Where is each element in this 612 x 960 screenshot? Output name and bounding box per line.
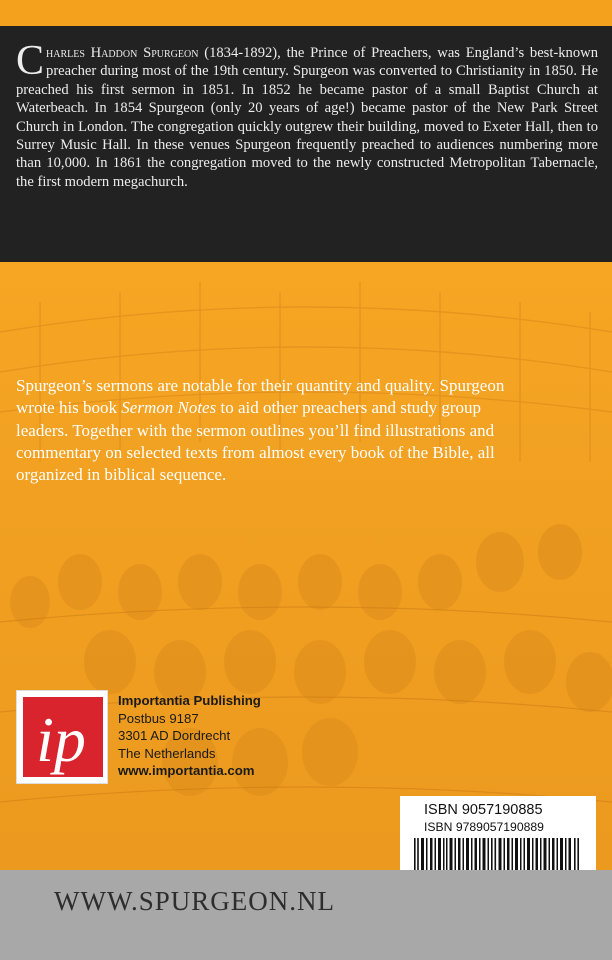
top-orange-strip [0, 0, 612, 26]
publisher-address-2: 3301 AD Dordrecht [118, 728, 231, 744]
author-name: harles Haddon Spurgeon [46, 45, 199, 61]
intro-paragraph [16, 38, 598, 191]
footer-website[interactable]: WWW.SPURGEON.NL [54, 886, 335, 916]
ip-logo-mark [23, 697, 103, 777]
intro-text: (1834-1892), the Prince of Preachers, was England’s best-known preacher during most of the 19th century. Spurgeon was converted to Christianity in 1850. He preached his first sermon in 1851. In 1852 he became pastor of a small Baptist Church at Waterbeach. In 1854 Spurgeon (only 20 years of age!) became pastor of the New Park Street Church in London. The congregation quickly outgrew their building, moved to Exeter Hall, then to Surrey Music Hall. In these venues Spurgeon frequently preached to audiences numbering more than 10,000. In 1861 the congregation moved to the newly constructed Metropolitan Tabernacle, the first modern megachurch. [16, 45, 598, 190]
book-title: Sermon Notes [121, 398, 217, 418]
description-text-1: Spurgeon’s sermons are notable for their quantity and quality. Spurgeon wrote his book [16, 376, 505, 418]
isbn-10: ISBN 9057190885 [424, 802, 543, 818]
description-text-2: to aid other preachers and study group leaders. Together with the sermon outlines you’ll find illustrations and commentary on selected texts from almost every book of the Bible, all organized in biblical sequence. [16, 398, 495, 485]
publisher-name: Importantia Publishing [118, 693, 261, 708]
logo-red-square [23, 697, 103, 777]
publisher-logo [16, 690, 108, 784]
publisher-info [118, 692, 261, 780]
publisher-address-1: Postbus 9187 [118, 710, 199, 726]
logo-lettering: ip [36, 704, 86, 775]
isbn-13: ISBN 9789057190889 [424, 820, 544, 834]
description-paragraph [16, 375, 536, 486]
publisher-country: The Netherlands [118, 745, 216, 761]
publisher-website: www.importantia.com [118, 763, 255, 779]
dropcap-letter: C [16, 38, 45, 84]
